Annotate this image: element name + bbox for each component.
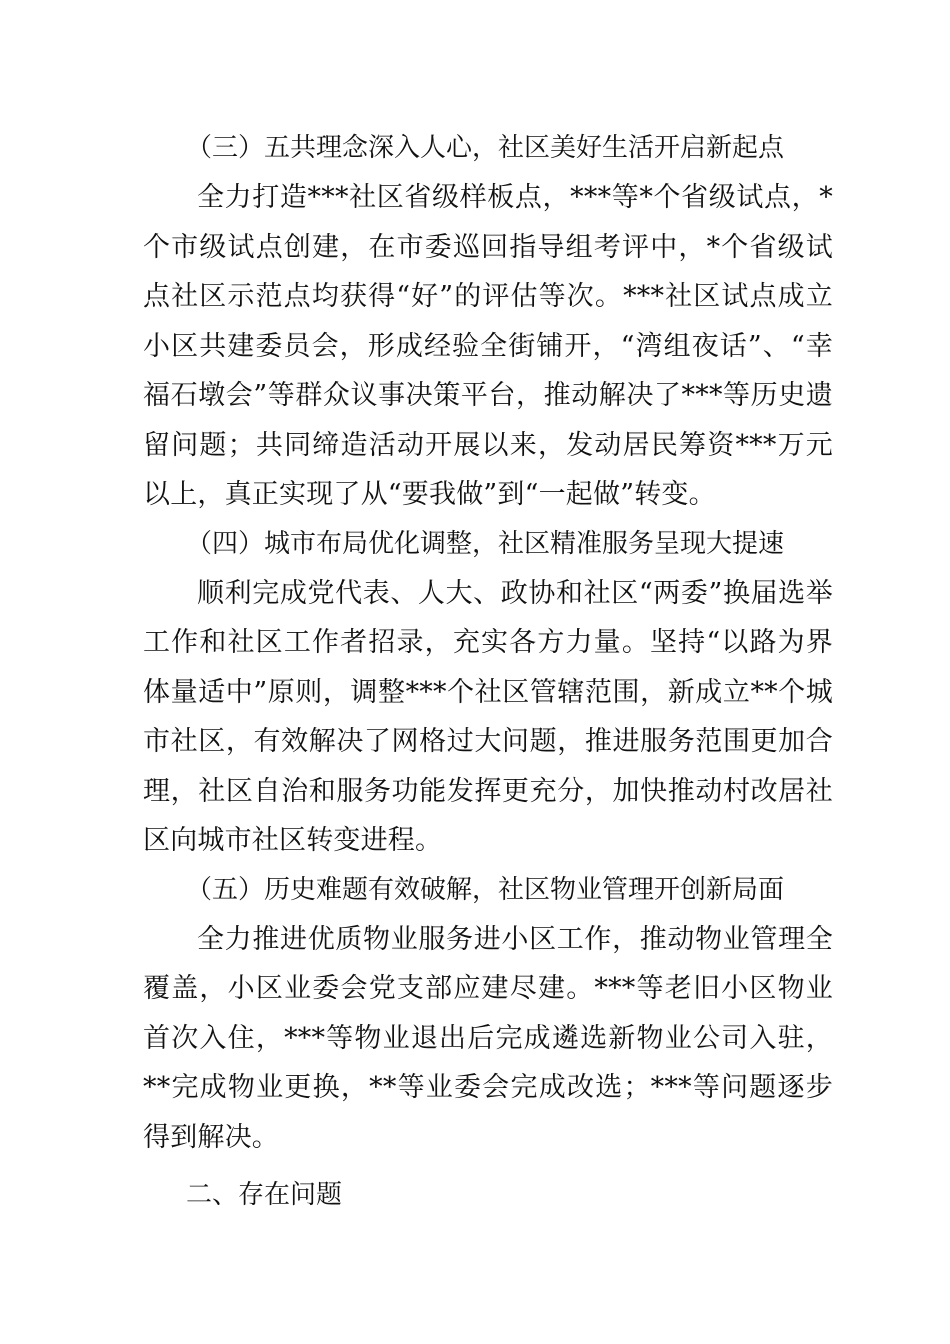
chapter-title-problems: 二、存在问题 [186, 1180, 343, 1210]
section-heading-3: （三）五共理念深入人心，社区美好生活开启新起点 [186, 133, 785, 163]
document-body [143, 124, 833, 1162]
section-paragraph-5: 全力推进优质物业服务进小区工作，推动物业管理全覆盖，小区业委会党支部应建尽建。***等老旧小区物业首次入住，***等物业退出后完成遴选新物业公司入驻，**完成物业更换，**等业委会完成改选；***等问题逐步得到解决。 [143, 923, 833, 1153]
section-heading-4: （四）城市布局优化调整，社区精准服务呈现大提速 [186, 528, 785, 559]
section-heading-5: （五）历史难题有效破解，社区物业管理开创新局面 [186, 874, 785, 905]
section-paragraph-4: 顺利完成党代表、人大、政协和社区“两委”换届选举工作和社区工作者招录，充实各方力量。坚持“以路为界体量适中”原则，调整***个社区管辖范围，新成立**个城市社区，有效解决了网格过大问题，推进服务范围更加合理，社区自治和服务功能发挥更充分，加快推动村改居社区向城市社区转变进程。 [143, 577, 833, 856]
section-paragraph-3: 全力打造***社区省级样板点，***等*个省级试点，*个市级试点创建，在市委巡回指导组考评中，*个省级试点社区示范点均获得“好”的评估等次。***社区试点成立小区共建委员会，形成经验全街铺开，“湾组夜话”、“幸福石墩会”等群众议事决策平台，推动解决了***等历史遗留问题；共同缔造活动开展以来，发动居民筹资***万元以上，真正实现了从“要我做”到“一起做”转变。 [143, 182, 833, 510]
